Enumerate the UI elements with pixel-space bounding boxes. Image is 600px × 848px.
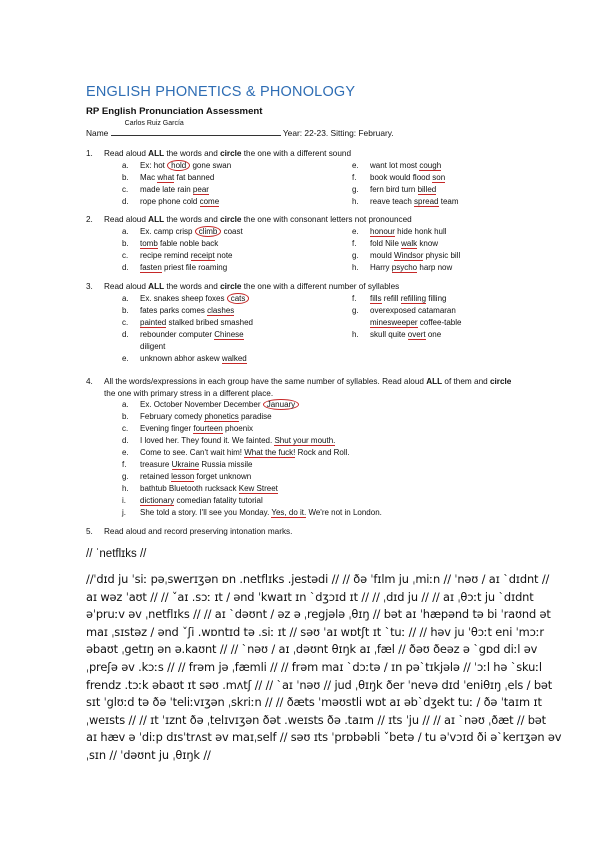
item-letter: c. <box>122 424 129 433</box>
circled-example: cats <box>227 293 250 304</box>
item-text <box>140 250 233 262</box>
underlined-answer: pear <box>192 185 209 194</box>
item-text <box>140 341 165 353</box>
question-number: 1. <box>86 149 93 158</box>
item-words: harp now <box>417 263 453 272</box>
underlined-answer: walk <box>401 239 418 248</box>
underlined-answer: tomb <box>140 239 158 248</box>
item-words: unknown abhor askew <box>140 354 222 363</box>
question-1 <box>86 148 504 160</box>
item-letter: e. <box>122 448 129 457</box>
ipa-line: sɪt ˈglʊːd tə ðə ˈteliːvɪʒən ˌskriːn // // ðæts ˈməʊstli wɒt aɪ əbˋdʒekt tuː / ðə ˈtaɪm ɪt <box>86 695 542 710</box>
year-sitting: Year: 22-23. Sitting: February. <box>282 128 394 138</box>
item-letter: a. <box>122 294 129 303</box>
item-text <box>370 250 460 262</box>
item-text <box>140 495 263 507</box>
question-number: 3. <box>86 282 93 291</box>
item-letter: c. <box>122 318 129 327</box>
item-letter: f. <box>122 460 127 469</box>
name-label: Name <box>86 128 109 138</box>
item-words: skull quite <box>370 330 408 339</box>
ipa-line: aɪ hæv ə ˈdiːp dɪsˈtrʌst əv maɪˌself // səʊ ɪts ˈprɒbəbli ˇbetə / tu əˈvɔɪd ði əˋkerɪʒən əv <box>86 730 562 745</box>
item-words: Mac <box>140 173 158 182</box>
item-letter: a. <box>122 161 129 170</box>
circled-example: hold <box>167 160 190 171</box>
underlined-answer: billed <box>417 185 437 194</box>
item-words: coffee-table <box>417 318 462 327</box>
course-title: ENGLISH PHONETICS & PHONOLOGY <box>86 84 356 100</box>
underlined-answer: honour <box>370 227 395 236</box>
item-text <box>140 411 272 423</box>
item-letter: e. <box>122 354 129 363</box>
ipa-transcription <box>86 571 562 765</box>
underlined-answer: painted <box>140 318 167 327</box>
item-text <box>370 172 445 184</box>
underlined-answer: fasten <box>140 263 162 272</box>
item-text <box>140 238 218 250</box>
item-words: note <box>214 251 233 260</box>
item-words: filling <box>426 294 447 303</box>
item-words: paradise <box>238 412 272 421</box>
item-letter: a. <box>122 400 129 409</box>
item-letter: d. <box>122 330 129 339</box>
item-words: phoenix <box>222 424 253 433</box>
question-text: Read aloud ALL the words and circle the one with consonant letters not pronounced <box>104 215 412 224</box>
item-words: Ex. October November December <box>140 400 263 409</box>
item-words: fold Nile <box>370 239 402 248</box>
item-letter: h. <box>122 484 129 493</box>
item-letter: e. <box>352 161 359 170</box>
underlined-answer: Ukraine <box>171 460 200 469</box>
item-words: bathtub Bluetooth rucksack <box>140 484 239 493</box>
name-row <box>86 120 394 138</box>
item-words: fates parks comes <box>140 306 208 315</box>
item-words: Ex. snakes sheep foxes <box>140 294 227 303</box>
item-words: Ex: hot <box>140 161 168 170</box>
item-text <box>140 353 247 365</box>
item-words: recipe remind <box>140 251 191 260</box>
underlined-answer: minesweeper <box>370 318 418 327</box>
item-letter: c. <box>122 185 129 194</box>
item-words: stalked bribed smashed <box>166 318 253 327</box>
item-text <box>140 184 209 196</box>
underlined-answer: fourteen <box>193 424 223 433</box>
underlined-answer: what <box>157 173 175 182</box>
circled-example: climb <box>195 226 222 237</box>
item-text <box>140 459 253 471</box>
assessment-subtitle: RP English Pronunciation Assessment <box>86 106 263 117</box>
underlined-answer: fills <box>370 294 382 303</box>
item-words: coast <box>221 227 243 236</box>
ipa-line: ˌpreʃə əv .kɔːs // // frəm jə ˌfæmli // // frəm maɪ ˋdɔːtə / ɪn pəˋtɪkjələ // ˈɔːl hə ˋskuːl <box>86 659 542 674</box>
item-letter: d. <box>122 263 129 272</box>
item-text <box>140 435 335 447</box>
item-text <box>140 172 214 184</box>
item-text <box>140 483 278 495</box>
item-words: book would flood <box>370 173 433 182</box>
student-name: Carlos Ruiz García <box>124 120 184 127</box>
item-text <box>370 196 459 208</box>
item-words: Evening finger <box>140 424 194 433</box>
item-text <box>370 160 441 172</box>
item-text <box>140 447 350 459</box>
item-words: February comedy <box>140 412 205 421</box>
item-words: gone swan <box>190 161 232 170</box>
item-letter: g. <box>352 251 359 260</box>
item-letter: b. <box>122 173 129 182</box>
item-words: fern bird turn <box>370 185 418 194</box>
underlined-answer: Windsor <box>394 251 424 260</box>
item-text <box>140 507 382 519</box>
name-field <box>111 120 281 136</box>
question-text: Read aloud and record preserving intonation marks. <box>104 527 293 536</box>
question-number: 4. <box>86 377 93 386</box>
item-letter: d. <box>122 436 129 445</box>
item-text <box>370 317 461 329</box>
item-text <box>370 226 447 238</box>
item-letter: b. <box>122 306 129 315</box>
item-words: overexposed catamaran <box>370 306 456 315</box>
ipa-line: əˈpruːv əv ˌnetflɪks // // aɪ ˋdəʊnt / əz ə ˌregjələ ˌθɪŋ // bət aɪ ˈhæpənd tə bi ˈraʊnd ət <box>86 607 551 622</box>
question-text: All the words/expressions in each group have the same number of syllables. Read aloud ALL of them and circle the one with primary stress in a different place. <box>104 377 512 398</box>
item-letter: f. <box>352 173 357 182</box>
item-letter: g. <box>122 472 129 481</box>
item-words: reave teach <box>370 197 415 206</box>
item-letter: g. <box>352 306 359 315</box>
item-words: rope phone cold <box>140 197 200 206</box>
item-words: hide honk hull <box>394 227 447 236</box>
item-words: Harry <box>370 263 392 272</box>
item-letter: j. <box>122 508 126 517</box>
question-number: 2. <box>86 215 93 224</box>
ipa-line: //ˈdɪd ju ˈsiː pəˌswerɪʒən ɒn .netflɪks .jestədi // // ðə ˈfɪlm ju ˌmiːn // ˈnəʊ / aɪ ˋdɪdnt // <box>86 572 550 586</box>
ipa-line: frendz .tɔːk əbaʊt ɪt səʊ .mʌtʃ // // ˋaɪ ˈnəʊ // jud ˌθɪŋk ðer ˈnevə dɪd ˈeniθɪŋ ˌels / bət <box>86 677 553 692</box>
question-2 <box>86 214 504 226</box>
item-letter: f. <box>352 294 357 303</box>
item-words: team <box>438 197 459 206</box>
underlined-answer: What the fuck! <box>244 448 296 457</box>
item-words: We're not in London. <box>306 508 382 517</box>
item-words: physic bill <box>423 251 461 260</box>
question-3 <box>86 281 504 293</box>
ipa-line: əbaʊt ˌgetɪŋ ən ə.kaʊnt // // ˋnəʊ / aɪ ˌdəʊnt θɪŋk aɪ ˌfæl // ðəʊ ðeəz ə ˋgɒd diːl əv <box>86 642 538 657</box>
item-text <box>370 305 456 317</box>
item-words: refill <box>381 294 401 303</box>
underlined-answer: come <box>199 197 220 206</box>
item-letter: b. <box>122 239 129 248</box>
question-5 <box>86 526 504 538</box>
item-text <box>140 471 251 483</box>
underlined-answer: refilling <box>400 294 427 303</box>
item-letter: h. <box>352 263 359 272</box>
ipa-heading: // ˈnetflɪks // <box>86 548 147 560</box>
underlined-answer: walked <box>221 354 247 363</box>
item-text <box>140 399 299 411</box>
item-letter: h. <box>352 197 359 206</box>
item-words: fable noble back <box>157 239 219 248</box>
item-words: Come to see. Can't wait him! <box>140 448 245 457</box>
item-text <box>140 305 234 317</box>
question-text: Read aloud ALL the words and circle the one with a different number of syllables <box>104 282 400 291</box>
item-words: know <box>417 239 439 248</box>
item-text <box>140 293 249 305</box>
item-text <box>140 329 244 341</box>
ipa-line: ˌweɪsts // // ɪt ˈɪznt ðə ˌtelɪvɪʒən ðət .weɪsts ðə .taɪm // ɪts ˈju // // aɪ ˋnəʊ ˌðæt // bət <box>86 712 546 727</box>
item-letter: c. <box>122 251 129 260</box>
item-text <box>370 293 446 305</box>
circled-example: January <box>263 399 299 410</box>
item-words: fat banned <box>174 173 215 182</box>
item-letter: i. <box>122 496 126 505</box>
item-words: Ex. camp crisp <box>140 227 195 236</box>
item-letter: f. <box>352 239 357 248</box>
item-text <box>370 184 436 196</box>
underlined-answer: psycho <box>391 263 418 272</box>
underlined-answer: Yes, do it. <box>271 508 307 517</box>
item-letter: b. <box>122 412 129 421</box>
underlined-answer: dictionary <box>140 496 175 505</box>
item-words: Russia missile <box>199 460 253 469</box>
item-words: treasure <box>140 460 172 469</box>
underlined-answer: cough <box>419 161 442 170</box>
item-text <box>370 238 438 250</box>
item-words: mould <box>370 251 395 260</box>
item-words: Rock and Roll. <box>295 448 350 457</box>
item-text <box>370 329 441 341</box>
item-text <box>140 262 227 274</box>
item-letter: g. <box>352 185 359 194</box>
item-text <box>140 196 219 208</box>
underlined-answer: phonetics <box>204 412 239 421</box>
item-words: want lot most <box>370 161 420 170</box>
item-letter: e. <box>352 227 359 236</box>
item-text <box>140 160 231 172</box>
item-words: comedian fatality tutorial <box>174 496 263 505</box>
ipa-line: aɪ wəz ˈaʊt // // ˇaɪ .sɔː ɪt / ənd ˈkwaɪt ɪn ˋdʒɔɪd ɪt // // ˌdɪd ju // // aɪ ˌθɔːt ju ˋdɪdnt <box>86 589 534 604</box>
item-letter: d. <box>122 197 129 206</box>
item-words: priest file roaming <box>161 263 228 272</box>
item-words: forget unknown <box>194 472 252 481</box>
underlined-answer: clashes <box>207 306 235 315</box>
item-text <box>140 423 253 435</box>
underlined-answer: receipt <box>190 251 215 260</box>
item-words: retained <box>140 472 172 481</box>
item-words: one <box>425 330 442 339</box>
underlined-answer: Chinese <box>214 330 244 339</box>
ipa-line: ˌsɪn // ˈdəʊnt ju ˌθɪŋk // <box>86 747 211 762</box>
underlined-answer: son <box>432 173 446 182</box>
item-letter: h. <box>352 330 359 339</box>
underlined-answer: lesson <box>171 472 195 481</box>
item-text <box>140 226 243 238</box>
underlined-answer: Kew Street <box>238 484 278 493</box>
item-text <box>140 317 253 329</box>
question-4 <box>86 376 524 399</box>
item-words: rebounder computer <box>140 330 215 339</box>
ipa-line: maɪ ˌsɪstəz / ənd ˇʃi .wɒntɪd tə .siː ɪt // səʊ ˈaɪ wɒtʃt ɪt ˋtuː // // həv ju ˈθɔːt eni ˈmɔːr <box>86 624 544 639</box>
item-words: I loved her. They found it. We fainted. <box>140 436 275 445</box>
question-text: Read aloud ALL the words and circle the one with a different sound <box>104 149 352 158</box>
item-words: diligent <box>140 342 166 351</box>
item-letter: a. <box>122 227 129 236</box>
question-number: 5. <box>86 527 93 536</box>
underlined-answer: spread <box>414 197 439 206</box>
item-words: made late rain <box>140 185 193 194</box>
item-text <box>370 262 452 274</box>
underlined-answer: overt <box>407 330 426 339</box>
item-words: She told a story. I'll see you Monday. <box>140 508 272 517</box>
underlined-answer: Shut your mouth. <box>274 436 336 445</box>
